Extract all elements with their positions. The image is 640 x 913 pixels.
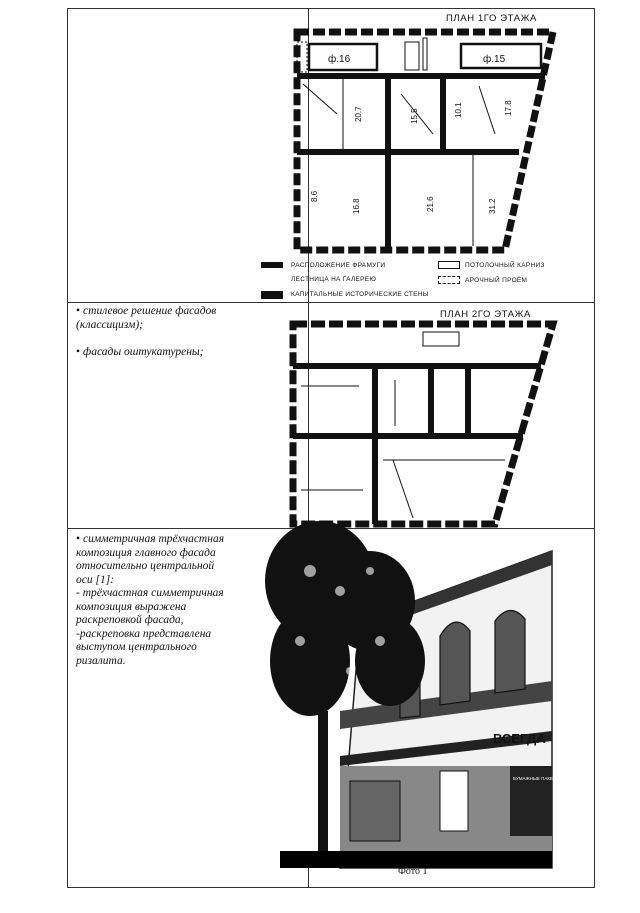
legend-swatch-cornice <box>438 261 460 269</box>
room-area: 16.8 <box>352 198 361 214</box>
room-area: 8.6 <box>310 190 319 202</box>
photo-caption: Фото 1 <box>398 866 428 877</box>
outer-wall <box>293 324 553 524</box>
room-area: 17.8 <box>504 100 513 116</box>
bullet-plaster: • фасады оштукатурены; <box>76 346 231 360</box>
room-area: 21.6 <box>426 196 435 212</box>
section2-text <box>76 305 231 360</box>
legend-swatch-arch <box>438 276 460 284</box>
legend-transom: РАСПОЛОЖЕНИЕ ФРАМУГИ <box>291 262 386 269</box>
plan1-label-f15: ф.15 <box>483 54 506 65</box>
plan2-title: ПЛАН 2ГО ЭТАЖА <box>440 309 531 320</box>
legend-arch: АРОЧНЫЙ ПРОЁМ <box>465 277 528 284</box>
plan1-title: ПЛАН 1ГО ЭТАЖА <box>446 13 537 24</box>
sign-bags: БУМАЖНЫЕ ПАКЕТЫ <box>513 776 560 781</box>
window <box>440 622 470 705</box>
legend-cornice: ПОТОЛОЧНЫЙ КАРНИЗ <box>465 262 545 269</box>
facade-photo <box>280 531 560 868</box>
dash-item-2: -раскреповка представлена выступом центрального ризалита. <box>76 627 212 667</box>
window <box>495 610 525 693</box>
section3-text <box>76 533 226 668</box>
room-area: 15.5 <box>410 108 419 124</box>
stair <box>405 42 419 70</box>
floor-plan-1 <box>283 24 558 254</box>
door <box>440 771 468 831</box>
cornice-box <box>423 332 459 346</box>
legend-stair: ЛЕСТНИЦА НА ГАЛЕРЕЮ <box>291 276 377 283</box>
room-area: 31.2 <box>488 198 497 214</box>
stair <box>423 38 427 70</box>
legend-swatch-transom <box>261 262 283 268</box>
row-divider-1 <box>68 302 594 303</box>
shop-window <box>350 781 400 841</box>
stair-line <box>303 84 337 114</box>
dash-item-1: - трёхчастная симметричная композиция выражена раскреповкой фасада, <box>76 587 224 626</box>
room-area: 10.1 <box>454 102 463 118</box>
floor-plan-2 <box>283 318 558 528</box>
legend-walls: КАПИТАЛЬНЫЕ ИСТОРИЧЕСКИЕ СТЕНЫ <box>291 291 429 298</box>
bullet-style: • стилевое решение фасадов (классицизм); <box>76 305 231 332</box>
room-area-labels <box>310 100 513 214</box>
stair-line <box>393 460 413 518</box>
room-area: 20.7 <box>354 106 363 122</box>
stair-line <box>479 86 495 134</box>
bullet-composition: • симметричная трёхчастная композиция главного фасада относительно центральной оси [1]: <box>76 533 226 587</box>
legend-swatch-walls <box>261 291 283 299</box>
sign-always: ВСЕГДА <box>493 731 546 746</box>
plan1-label-f16: ф.16 <box>328 54 351 65</box>
